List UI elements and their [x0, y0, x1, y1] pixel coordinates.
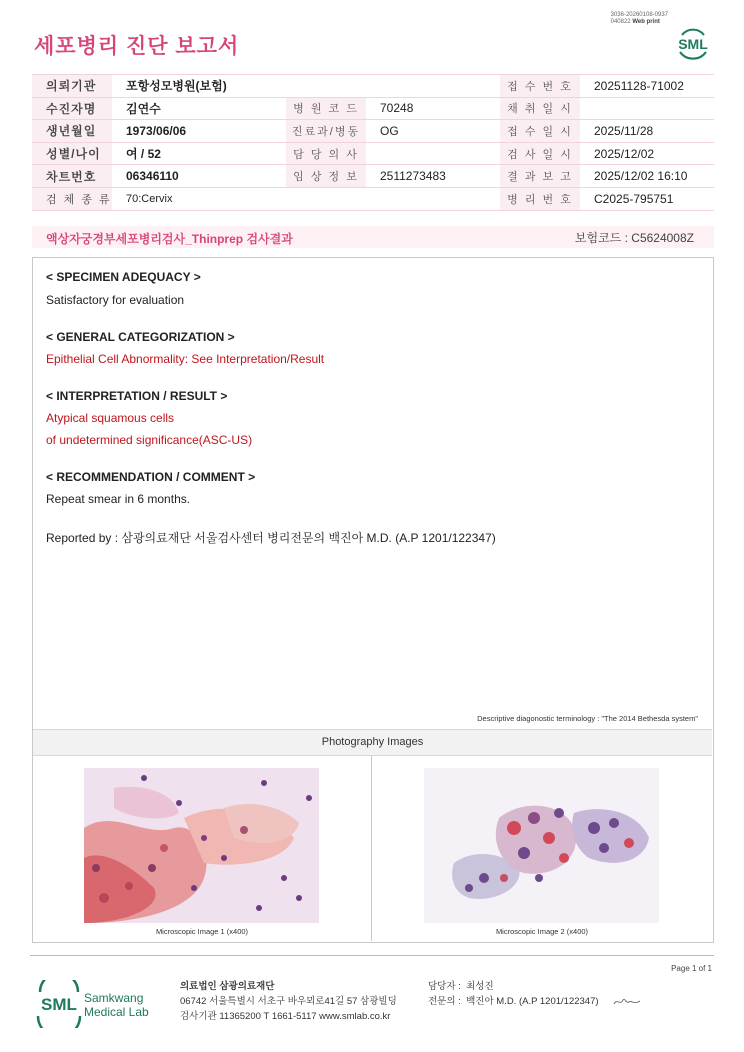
- patient-name-value: 김연수: [112, 97, 286, 120]
- interpretation-line2: of undetermined significance(ASC-US): [46, 433, 253, 447]
- chart-no-label: 차트번호: [32, 165, 112, 188]
- footer-logo-text: SML: [41, 995, 77, 1014]
- receipt-no-value: 20251128-71002: [580, 75, 714, 98]
- footer-org-info: [180, 979, 397, 1024]
- terminology-note: Descriptive diagonostic terminology : "The 2014 Bethesda system": [477, 714, 698, 723]
- document-code: [611, 12, 668, 26]
- microscopic-image-2: [424, 768, 659, 923]
- patient-info-table: [32, 74, 714, 211]
- footer-org: 의료법인 삼광의료재단: [180, 981, 275, 992]
- collect-date-label: 채 취 일 시: [500, 97, 580, 120]
- footer-logo: [36, 980, 186, 1028]
- test-date-label: 검 사 일 시: [500, 142, 580, 165]
- patient-name-label: 수진자명: [32, 97, 112, 120]
- footer-staff: [428, 979, 599, 1009]
- adequacy-heading: < SPECIMEN ADEQUACY >: [46, 270, 201, 284]
- specimen-value: 70:Cervix: [112, 187, 500, 210]
- request-org-value: 포항성모병원(보험): [112, 75, 500, 98]
- reported-by: Reported by : 삼광의료재단 서울검사센터 병리전문의 백진아 M.D. (A.P 1201/122347): [46, 531, 496, 545]
- footer-contact: 검사기관 11365200 T 1661-5117 www.smlab.co.kr: [180, 1011, 391, 1022]
- photo-section-title: Photography Images: [321, 736, 424, 748]
- interpretation-heading: < INTERPRETATION / RESULT >: [46, 389, 228, 403]
- recommendation-heading: < RECOMMENDATION / COMMENT >: [46, 470, 256, 484]
- dept-label: 진료과/병동: [286, 120, 366, 143]
- signature-icon: [612, 994, 642, 1015]
- sex-age-label: 성별/나이: [32, 142, 112, 165]
- document-code-line1: 3036-20260108-0937: [610, 12, 668, 18]
- result-date-label: 결 과 보 고: [500, 165, 580, 188]
- photo-divider: [371, 755, 372, 941]
- result-date-value: 2025/12/02 16:10: [580, 165, 714, 188]
- logo-text: SML: [678, 36, 708, 52]
- microscopic-image-1: [84, 768, 319, 923]
- pathology-no-value: C2025-795751: [580, 187, 714, 210]
- image-2-caption: Microscopic Image 2 (x400): [495, 927, 589, 936]
- image-1-caption: Microscopic Image 1 (x400): [155, 927, 249, 936]
- hospital-code-label: 병 원 코 드: [286, 97, 366, 120]
- insurance-code: 보험코드 : C5624008Z: [574, 231, 694, 245]
- adequacy-text: Satisfactory for evaluation: [46, 293, 185, 307]
- clinical-info-value: 2511273483: [366, 165, 500, 188]
- hospital-code-value: 70248: [366, 97, 500, 120]
- chart-no-value: 06346110: [112, 165, 286, 188]
- web-print-label: Web print: [632, 19, 660, 25]
- recommendation-text: Repeat smear in 6 months.: [46, 492, 191, 506]
- doctor-label: 담 당 의 사: [286, 142, 366, 165]
- footer-divider: [30, 955, 714, 956]
- footer-logo-name2: Medical Lab: [84, 1005, 149, 1019]
- sml-logo-icon: [674, 24, 712, 62]
- specimen-label: 검 체 종 류: [32, 187, 112, 210]
- footer-address: 06742 서울특별시 서초구 바우뫼로41길 57 삼광빌딩: [180, 996, 397, 1007]
- dept-value: OG: [366, 120, 500, 143]
- document-code-line2: 040822: [610, 19, 631, 25]
- specialist-value: 백진아 M.D. (A.P 1201/122347): [466, 996, 599, 1007]
- manager-label: 담당자 :: [428, 981, 461, 992]
- pathology-no-label: 병 리 번 호: [500, 187, 580, 210]
- category-heading: < GENERAL CATEGORIZATION >: [46, 330, 235, 344]
- receipt-date-value: 2025/11/28: [580, 120, 714, 143]
- footer-logo-name1: Samkwang: [84, 991, 144, 1005]
- dob-label: 생년월일: [32, 120, 112, 143]
- sex-age-value: 여 / 52: [112, 142, 286, 165]
- interpretation-line1: Atypical squamous cells: [46, 411, 175, 425]
- photo-section-header: [33, 729, 712, 756]
- dob-value: 1973/06/06: [112, 120, 286, 143]
- collect-date-value: [580, 97, 714, 120]
- report-title: 세포병리 진단 보고서: [34, 35, 240, 58]
- receipt-date-label: 접 수 일 시: [500, 120, 580, 143]
- test-date-value: 2025/12/02: [580, 142, 714, 165]
- manager-value: 최성진: [466, 981, 494, 992]
- request-org-label: 의뢰기관: [32, 75, 112, 98]
- clinical-info-label: 임 상 정 보: [286, 165, 366, 188]
- receipt-no-label: 접 수 번 호: [500, 75, 580, 98]
- specialist-label: 전문의 :: [428, 996, 461, 1007]
- category-text: Epithelial Cell Abnormality: See Interpretation/Result: [46, 352, 325, 366]
- doctor-value: [366, 142, 500, 165]
- test-name: 액상자궁경부세포병리검사_Thinprep 검사결과: [46, 232, 293, 246]
- page-number: Page 1 of 1: [671, 964, 712, 973]
